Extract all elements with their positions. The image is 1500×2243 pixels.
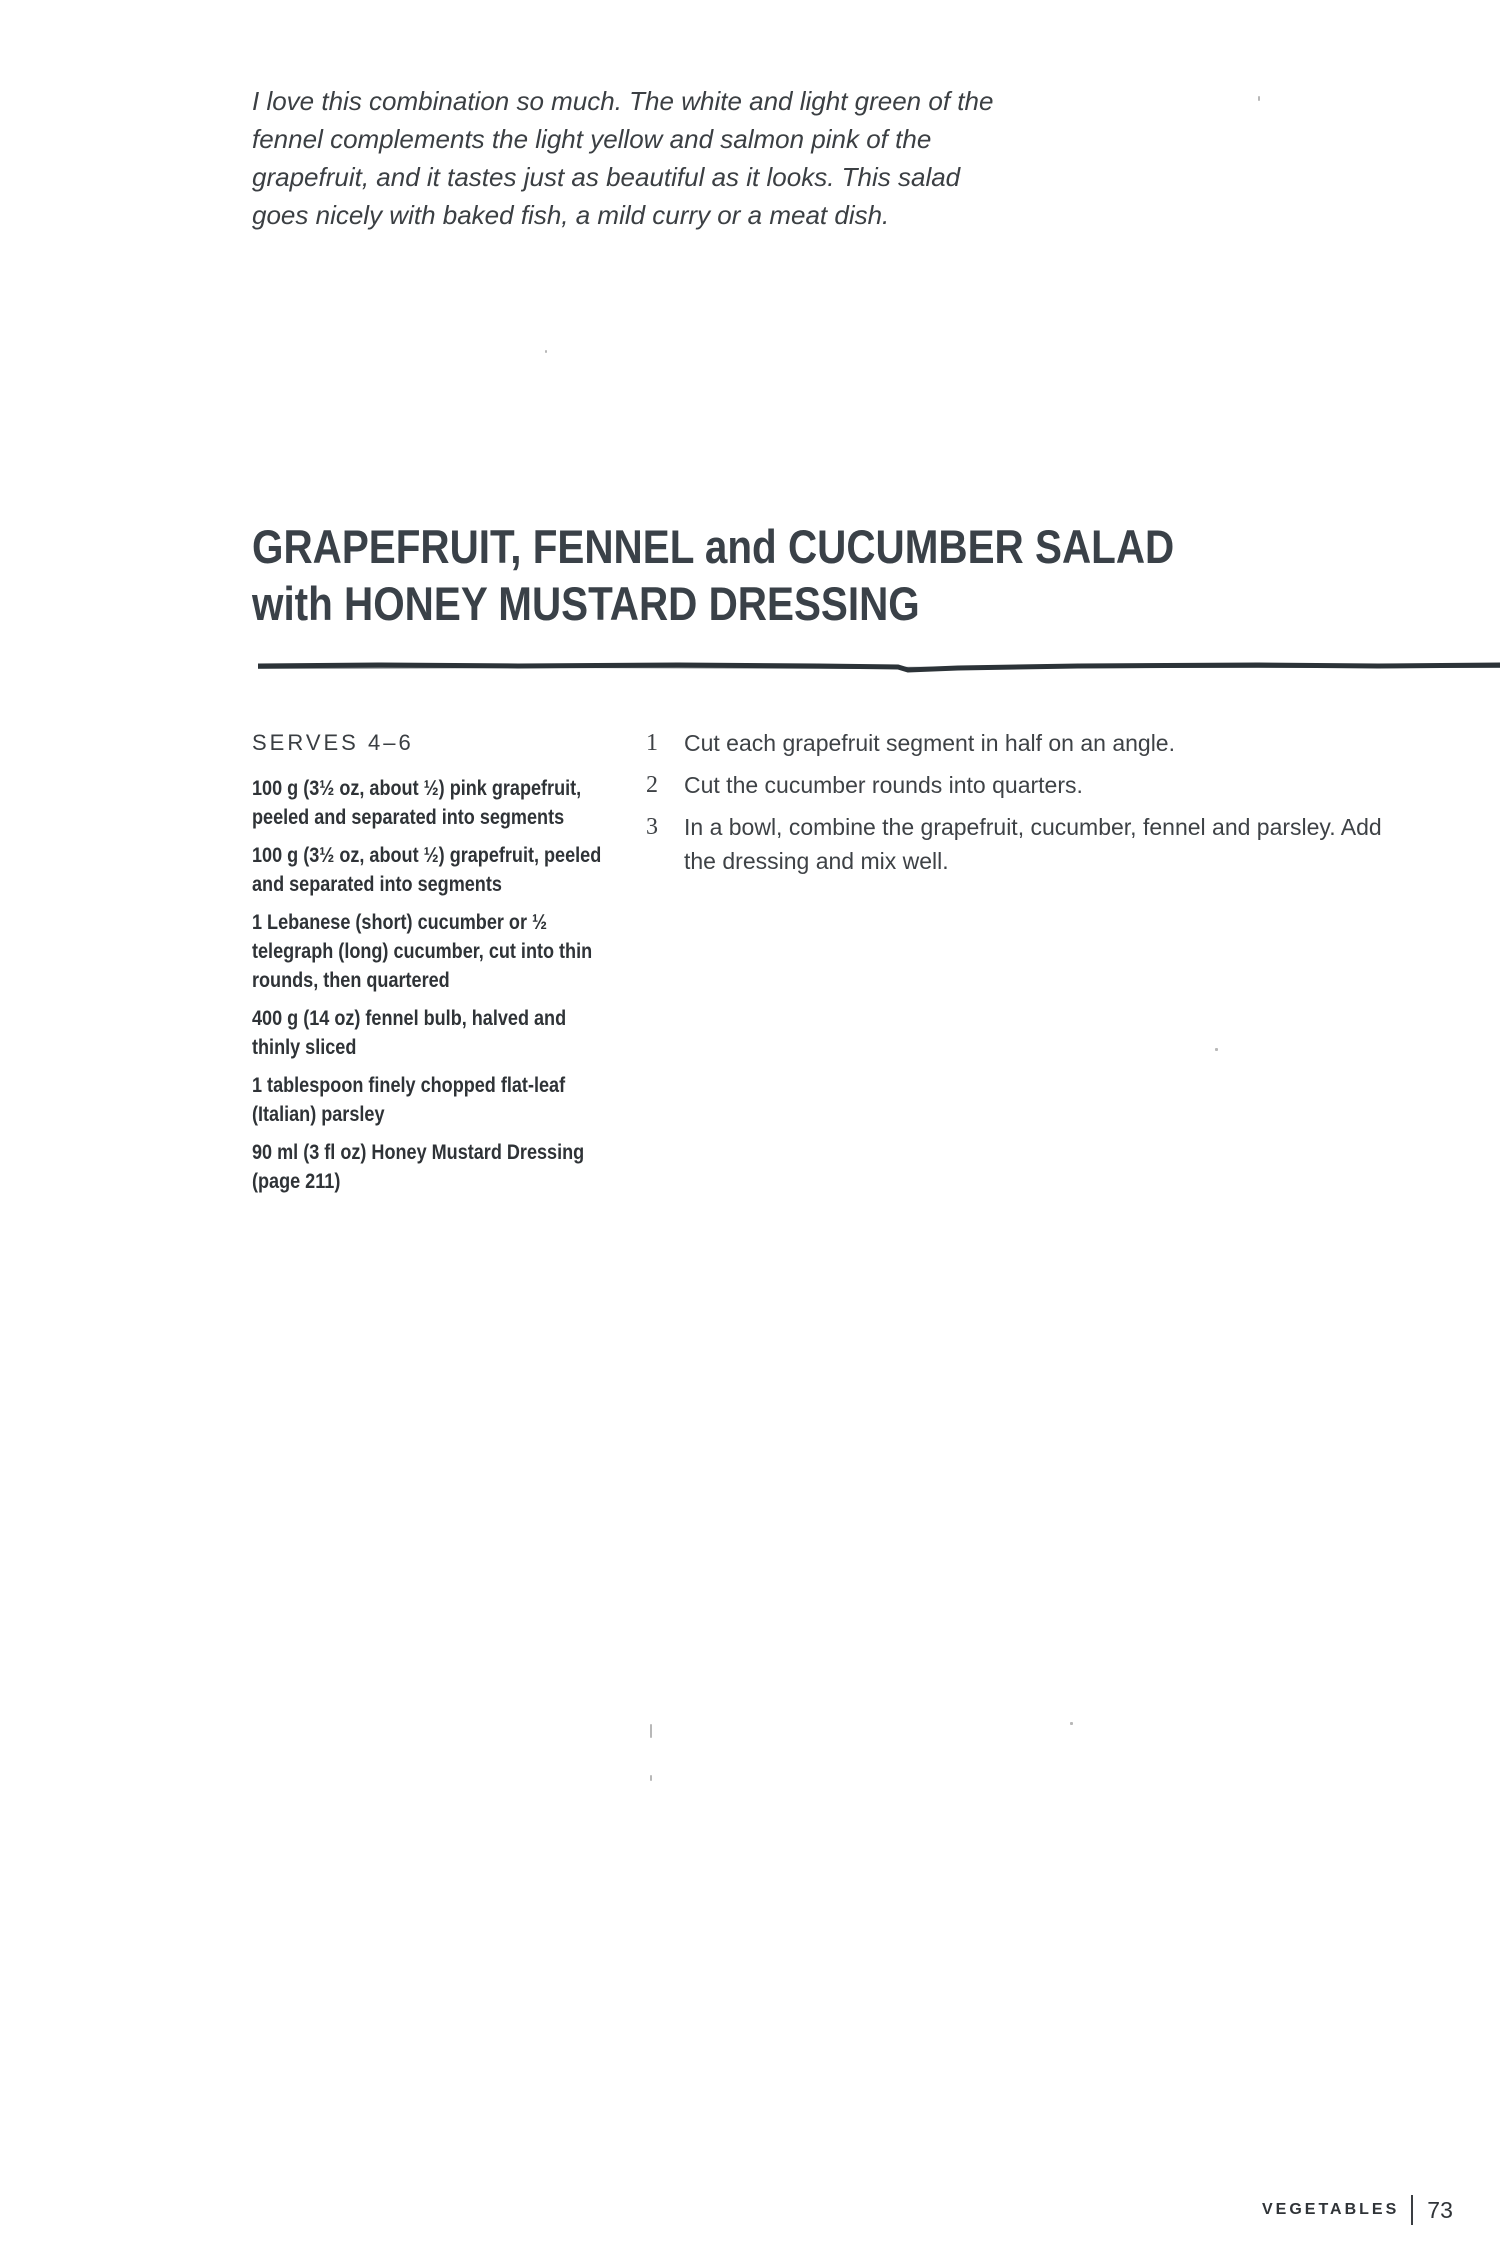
ingredient-item: 100 g (3½ oz, about ½) pink grapefruit, peeled and separated into segments — [252, 777, 582, 829]
serves-label: SERVES 4–6 — [252, 730, 414, 755]
scan-speck — [545, 350, 547, 353]
scan-speck — [650, 1775, 652, 1781]
recipe-title — [252, 518, 1198, 632]
step-text: In a bowl, combine the grapefruit, cucumber, fennel and parsley. Add the dressing and mix well. — [684, 814, 1382, 874]
scan-speck — [1070, 1722, 1073, 1725]
scan-speck — [650, 1724, 652, 1738]
step-number: 2 — [646, 772, 658, 798]
ingredient-item: 1 Lebanese (short) cucumber or ½ telegraph (long) cucumber, cut into thin rounds, then quartered — [252, 911, 593, 992]
ingredients-list — [252, 774, 612, 1205]
step-number: 1 — [646, 730, 658, 756]
method-step — [646, 768, 1406, 802]
footer-divider — [1411, 2195, 1413, 2225]
step-text: Cut the cucumber rounds into quarters. — [684, 772, 1083, 798]
scan-speck — [1215, 1048, 1218, 1051]
ingredient-item: 90 ml (3 fl oz) Honey Mustard Dressing (page 211) — [252, 1141, 585, 1193]
recipe-title-line-2: with HONEY MUSTARD DRESSING — [252, 577, 920, 630]
ingredient-item: 100 g (3½ oz, about ½) grapefruit, peeled and separated into segments — [252, 844, 602, 896]
page-footer — [1262, 2192, 1453, 2228]
page-number: 73 — [1427, 2196, 1453, 2223]
step-number: 3 — [646, 814, 658, 840]
ingredient-item: 400 g (14 oz) fennel bulb, halved and thinly sliced — [252, 1007, 567, 1059]
method-step — [646, 726, 1406, 760]
intro-paragraph: I love this combination so much. The white and light green of the fennel complements the light yellow and salmon pink of the grapefruit, and it tastes just as beautiful as it looks. This salad goes nicely with baked fish, a mild curry or a meat dish. — [252, 86, 994, 230]
recipe-title-line-1: GRAPEFRUIT, FENNEL and CUCUMBER SALAD — [252, 520, 1175, 573]
step-text: Cut each grapefruit segment in half on an angle. — [684, 730, 1175, 756]
ingredient-item: 1 tablespoon finely chopped flat-leaf (Italian) parsley — [252, 1074, 566, 1126]
method-step — [646, 810, 1406, 878]
title-divider-rule — [258, 654, 1500, 678]
method-steps — [646, 726, 1406, 886]
scan-speck — [1258, 96, 1260, 101]
section-name: VEGETABLES — [1262, 2201, 1400, 2218]
